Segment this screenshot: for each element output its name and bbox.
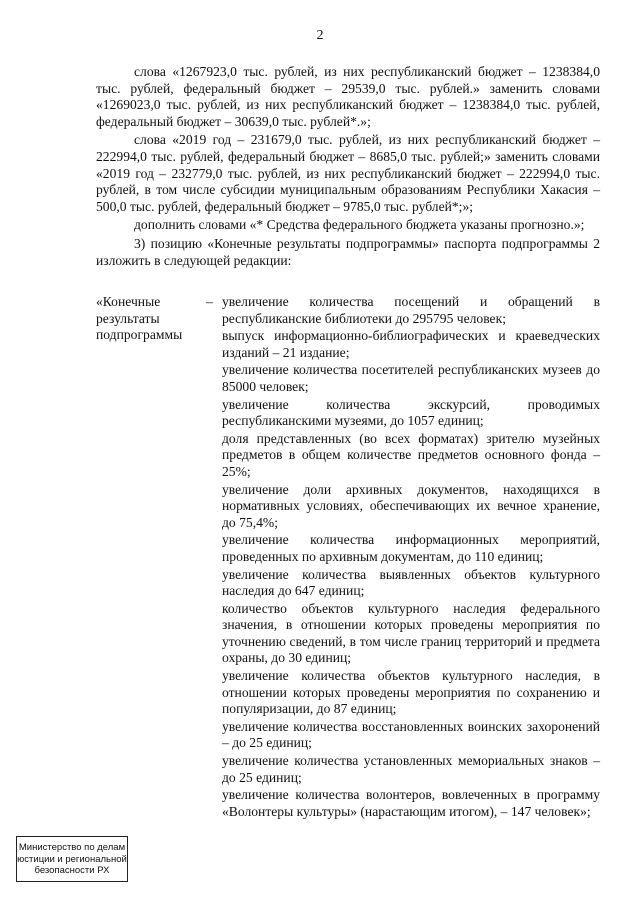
list-item: увеличение количества выявленных объектов культурного наследия до 647 единиц;	[222, 566, 600, 599]
list-item: увеличение доли архивных документов, находящихся в нормативных условиях, обеспечивающих их вечное хранение, до 75,4%;	[222, 481, 600, 530]
list-item: увеличение количества установленных мемориальных знаков – до 25 единиц;	[222, 753, 600, 785]
paragraph-3: дополнить словами «* Средства федерального бюджета указаны прогнозно.»;	[134, 217, 585, 233]
list-item: выпуск информационно-библиографических и краеведческих изданий – 21 издание;	[222, 328, 600, 360]
table-dash: –	[206, 294, 213, 309]
stamp-line-3: безопасности РХ	[34, 865, 110, 876]
list-item: увеличение количества восстановленных воинских захоронений – до 25 единиц;	[222, 718, 600, 751]
ministry-stamp	[16, 836, 128, 882]
stamp-line-1: Министерство по делам	[18, 842, 126, 853]
paragraph-2: слова «2019 год – 231679,0 тыс. рублей, из них республиканский бюджет – 222994,0 тыс. рублей, федеральный бюджет – 8685,0 тыс. рублей;» заменить словами «2019 год – 232779,0 тыс. рублей, из них республиканский бюджет – 222994,0 тыс. рублей, в том числе субсидии муниципальным образованиям Республики Хакасия – 500,0 тыс. рублей, федеральный бюджет – 9785,0 тыс. рублей*;»;	[96, 132, 600, 214]
list-item: увеличение количества волонтеров, вовлеченных в программу «Волонтеры культуры» (нарастающим итогом), – 147 человек»;	[222, 787, 600, 819]
table-label: «Конечные результаты подпрограммы	[96, 294, 183, 343]
list-item: увеличение количества экскурсий, проводимых республиканскими музеями, до 1057 единиц;	[222, 396, 600, 429]
list-item: увеличение количества посещений и обращений в республиканские библиотеки до 295795 человек;	[222, 294, 600, 326]
results-list	[222, 294, 600, 821]
paragraph-4: 3) позицию «Конечные результаты подпрограммы» паспорта подпрограммы 2 изложить в следующей редакции:	[96, 235, 600, 268]
paragraph-1: слова «1267923,0 тыс. рублей, из них республиканский бюджет – 1238384,0 тыс. рублей, федеральный бюджет – 29539,0 тыс. рублей.» заменить словами «1269023,0 тыс. рублей, из них республиканский бюджет – 1238384,0 тыс. рублей, федеральный бюджет – 30639,0 тыс. рублей*.»;	[96, 64, 600, 129]
amendment-text	[96, 64, 600, 271]
list-item: доля представленных (во всех форматах) зрителю музейных предметов в общем количестве предметов основного фонда – 25%;	[222, 430, 600, 479]
list-item: увеличение количества объектов культурного наследия, в отношении которых проведены мероприятия по сохранению и популяризации, до 87 единиц;	[222, 668, 600, 717]
stamp-line-2: юстиции и региональной	[17, 853, 127, 865]
list-item: увеличение количества посетителей республиканских музеев до 85000 человек;	[222, 362, 600, 394]
page-number: 2	[316, 28, 324, 43]
list-item: увеличение количества информационных мероприятий, проведенных по архивным документам, до 110 единиц;	[222, 532, 600, 564]
list-item: количество объектов культурного наследия федерального значения, в отношении которых проведены мероприятия по уточнению сведений, в том числе границ территорий и предмета охраны, до 30 единиц;	[222, 600, 600, 666]
